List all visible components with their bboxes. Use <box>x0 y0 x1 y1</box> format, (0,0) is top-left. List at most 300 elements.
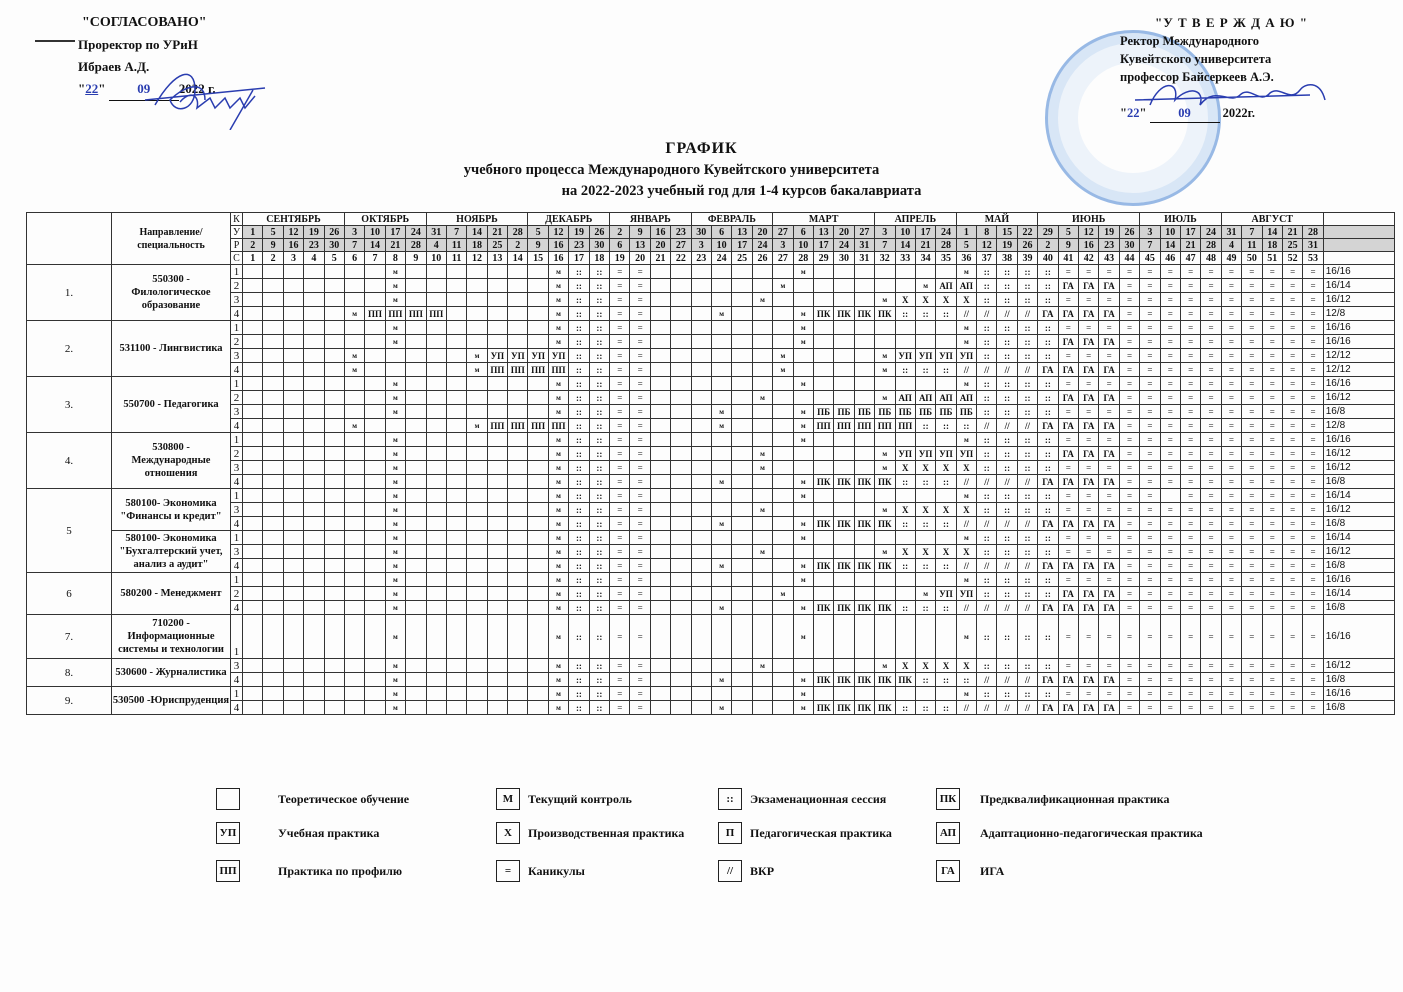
week-cell <box>365 475 385 489</box>
week-cell: ГА <box>1058 673 1078 687</box>
week-cell: = <box>1221 475 1241 489</box>
week-cell <box>344 405 364 419</box>
legend-label: Текущий контроль <box>528 791 632 806</box>
week-header-cell: 16 <box>548 239 568 252</box>
week-cell <box>915 531 935 545</box>
week-cell: ПК <box>813 673 833 687</box>
week-cell <box>528 701 548 715</box>
week-cell <box>895 531 915 545</box>
week-cell: = <box>1058 687 1078 701</box>
week-cell: ГА <box>1079 335 1099 349</box>
course-number: 1 <box>231 265 243 279</box>
week-cell <box>243 307 263 321</box>
table-row <box>27 489 1395 503</box>
week-cell: м <box>548 321 568 335</box>
legend-label: Экзаменационная сессия <box>750 791 887 806</box>
week-cell <box>283 687 303 701</box>
week-cell: = <box>1262 447 1282 461</box>
week-cell: = <box>630 587 650 601</box>
week-cell <box>365 293 385 307</box>
week-cell: м <box>875 659 895 673</box>
week-cell <box>650 545 670 559</box>
week-cell <box>773 321 793 335</box>
week-cell: = <box>1079 615 1099 659</box>
week-cell: м <box>385 615 405 659</box>
week-header-cell: 26 <box>1017 239 1037 252</box>
week-cell: :: <box>1017 687 1037 701</box>
week-cell <box>773 615 793 659</box>
approval-left-title: "СОГЛАСОВАНО" <box>82 15 207 30</box>
week-cell: = <box>1160 293 1180 307</box>
week-cell <box>304 559 324 573</box>
week-cell: ПП <box>813 419 833 433</box>
week-cell <box>508 489 528 503</box>
week-cell: м <box>773 279 793 293</box>
week-cell <box>243 489 263 503</box>
week-cell: = <box>1221 701 1241 715</box>
approval-left-day: 22 <box>85 81 99 96</box>
week-cell <box>773 293 793 307</box>
week-cell: = <box>1099 545 1119 559</box>
approval-right-day: 22 <box>1126 106 1140 120</box>
table-row <box>27 701 1395 715</box>
week-cell <box>691 461 711 475</box>
week-cell <box>365 433 385 447</box>
legend-item <box>936 860 1004 882</box>
week-cell: = <box>1201 687 1221 701</box>
week-cell <box>528 503 548 517</box>
week-cell <box>406 377 426 391</box>
week-header-cell: 4 <box>304 252 324 265</box>
week-cell: = <box>1099 531 1119 545</box>
week-cell <box>283 615 303 659</box>
week-cell <box>773 307 793 321</box>
week-cell: = <box>1119 349 1139 363</box>
week-cell: = <box>1282 559 1302 573</box>
week-cell: = <box>1079 265 1099 279</box>
week-cell <box>467 265 487 279</box>
week-cell: Х <box>956 293 976 307</box>
week-cell <box>508 503 528 517</box>
week-cell <box>793 349 813 363</box>
week-cell <box>426 587 446 601</box>
month-header: ОКТЯБРЬ <box>344 213 426 226</box>
week-cell: = <box>1180 503 1200 517</box>
week-cell <box>671 321 691 335</box>
week-cell: :: <box>1038 433 1058 447</box>
week-header-cell: 1 <box>956 226 976 239</box>
week-cell: = <box>1079 461 1099 475</box>
week-cell: :: <box>1017 573 1037 587</box>
week-cell: = <box>630 531 650 545</box>
week-cell <box>446 517 466 531</box>
week-cell: = <box>1119 573 1139 587</box>
week-cell: = <box>1262 377 1282 391</box>
week-cell: ПК <box>875 307 895 321</box>
week-cell: ГА <box>1058 279 1078 293</box>
week-cell: :: <box>569 363 589 377</box>
week-header-cell: 5 <box>263 226 283 239</box>
week-cell: = <box>1119 489 1139 503</box>
week-cell: :: <box>589 307 609 321</box>
week-cell: = <box>1221 307 1241 321</box>
week-cell: = <box>1140 433 1160 447</box>
week-cell: ПП <box>487 419 507 433</box>
week-cell <box>773 447 793 461</box>
week-cell: :: <box>1038 377 1058 391</box>
week-cell: = <box>610 673 630 687</box>
week-cell: :: <box>569 447 589 461</box>
week-cell <box>487 601 507 615</box>
week-cell <box>304 293 324 307</box>
table-row <box>27 265 1395 279</box>
week-cell: = <box>630 701 650 715</box>
week-cell: = <box>1303 335 1323 349</box>
course-total: 16/8 <box>1323 701 1394 715</box>
week-cell: // <box>977 559 997 573</box>
week-cell <box>344 601 364 615</box>
week-cell <box>263 433 283 447</box>
week-cell: = <box>1303 615 1323 659</box>
week-cell: :: <box>936 559 956 573</box>
week-cell <box>752 517 772 531</box>
week-cell <box>752 673 772 687</box>
week-cell: = <box>1160 531 1180 545</box>
week-header-cell: 9 <box>528 239 548 252</box>
week-cell <box>406 673 426 687</box>
week-cell: м <box>793 475 813 489</box>
week-cell: = <box>1201 363 1221 377</box>
week-cell <box>650 419 670 433</box>
week-cell <box>895 321 915 335</box>
week-cell <box>834 447 854 461</box>
week-cell <box>406 615 426 659</box>
week-header-cell: 26 <box>752 252 772 265</box>
week-header-cell: 16 <box>548 252 568 265</box>
week-cell <box>344 293 364 307</box>
week-cell: // <box>1017 307 1037 321</box>
week-cell: :: <box>936 363 956 377</box>
week-cell: :: <box>589 349 609 363</box>
week-cell: :: <box>895 475 915 489</box>
week-cell: = <box>1201 293 1221 307</box>
week-cell <box>671 687 691 701</box>
week-cell <box>528 447 548 461</box>
schedule-table <box>26 212 1395 715</box>
week-cell <box>243 531 263 545</box>
week-cell <box>487 279 507 293</box>
week-cell <box>344 279 364 293</box>
week-cell: = <box>1221 335 1241 349</box>
week-cell: :: <box>589 335 609 349</box>
week-cell: Х <box>936 293 956 307</box>
week-cell <box>283 433 303 447</box>
week-header-cell: 35 <box>936 252 956 265</box>
course-total: 16/14 <box>1323 489 1394 503</box>
week-cell <box>732 615 752 659</box>
week-cell: м <box>773 587 793 601</box>
week-cell: = <box>1303 461 1323 475</box>
week-cell <box>834 349 854 363</box>
header-total-cell <box>1323 213 1394 226</box>
week-cell: = <box>1221 673 1241 687</box>
legend-symbol: Х <box>496 822 520 844</box>
week-cell: м <box>875 545 895 559</box>
week-cell <box>650 405 670 419</box>
week-cell: м <box>793 701 813 715</box>
week-cell: = <box>1201 475 1221 489</box>
week-cell <box>487 433 507 447</box>
week-cell <box>793 293 813 307</box>
week-cell <box>304 573 324 587</box>
week-cell: м <box>752 293 772 307</box>
week-cell <box>752 531 772 545</box>
legend-label: Производственная практика <box>528 825 685 840</box>
week-cell: :: <box>1038 687 1058 701</box>
week-cell: м <box>344 307 364 321</box>
course-total: 16/8 <box>1323 475 1394 489</box>
week-cell: = <box>1099 503 1119 517</box>
week-cell: = <box>1201 321 1221 335</box>
specialty-name: 580100- Экономика "Финансы и кредит" <box>112 489 231 531</box>
legend-symbol: // <box>718 860 742 882</box>
week-cell: :: <box>569 531 589 545</box>
week-cell <box>732 659 752 673</box>
week-cell <box>365 615 385 659</box>
week-cell <box>467 559 487 573</box>
week-header-cell: 11 <box>1242 239 1262 252</box>
week-cell <box>426 279 446 293</box>
week-cell: ПБ <box>895 405 915 419</box>
week-cell: = <box>1282 489 1302 503</box>
week-cell: = <box>1058 265 1078 279</box>
course-total: 12/12 <box>1323 349 1394 363</box>
week-cell <box>365 701 385 715</box>
week-cell <box>773 377 793 391</box>
week-cell <box>528 673 548 687</box>
legend-symbol: М <box>496 788 520 810</box>
week-cell <box>732 265 752 279</box>
table-row <box>27 405 1395 419</box>
week-cell: :: <box>956 419 976 433</box>
week-cell: ГА <box>1079 517 1099 531</box>
week-cell: :: <box>915 559 935 573</box>
week-cell: ГА <box>1079 447 1099 461</box>
week-cell <box>936 433 956 447</box>
week-cell: // <box>1017 701 1037 715</box>
header-row-months <box>27 213 1395 226</box>
week-cell: ПП <box>406 307 426 321</box>
week-cell: м <box>752 461 772 475</box>
week-cell: = <box>1058 545 1078 559</box>
week-cell: = <box>610 475 630 489</box>
week-cell: :: <box>977 461 997 475</box>
week-cell <box>467 279 487 293</box>
week-cell: = <box>1160 461 1180 475</box>
week-cell: = <box>1242 573 1262 587</box>
week-cell: Х <box>956 461 976 475</box>
week-cell <box>834 659 854 673</box>
week-cell <box>406 265 426 279</box>
week-cell: = <box>1242 659 1262 673</box>
week-cell: :: <box>997 349 1017 363</box>
week-cell: // <box>1017 363 1037 377</box>
week-cell <box>487 475 507 489</box>
week-cell <box>650 461 670 475</box>
week-cell <box>834 391 854 405</box>
legend-symbol: = <box>496 860 520 882</box>
week-cell: :: <box>589 363 609 377</box>
week-cell <box>304 489 324 503</box>
week-header-cell: 19 <box>997 239 1017 252</box>
week-cell <box>508 531 528 545</box>
table-row <box>27 433 1395 447</box>
week-cell <box>508 321 528 335</box>
week-header-cell: 12 <box>1079 226 1099 239</box>
week-cell <box>650 307 670 321</box>
week-cell: = <box>1140 447 1160 461</box>
week-cell: = <box>1099 405 1119 419</box>
week-cell: :: <box>1017 391 1037 405</box>
week-cell: = <box>630 265 650 279</box>
week-cell: = <box>1303 293 1323 307</box>
week-cell: = <box>1140 265 1160 279</box>
week-cell <box>691 673 711 687</box>
week-cell <box>283 701 303 715</box>
week-cell: = <box>1140 405 1160 419</box>
week-cell <box>263 419 283 433</box>
week-cell: = <box>630 615 650 659</box>
week-cell <box>732 461 752 475</box>
week-cell: ПК <box>834 601 854 615</box>
week-cell <box>528 433 548 447</box>
course-number: 2 <box>231 391 243 405</box>
week-cell <box>304 673 324 687</box>
week-header-cell: 21 <box>385 239 405 252</box>
week-cell: ПП <box>528 419 548 433</box>
week-cell <box>243 517 263 531</box>
week-cell <box>508 447 528 461</box>
week-cell: // <box>956 475 976 489</box>
week-header-cell: 5 <box>956 239 976 252</box>
week-cell <box>324 349 344 363</box>
week-cell: = <box>1303 377 1323 391</box>
week-cell <box>834 489 854 503</box>
week-cell: :: <box>977 531 997 545</box>
week-cell: м <box>385 673 405 687</box>
week-cell: :: <box>589 615 609 659</box>
course-total: 16/16 <box>1323 265 1394 279</box>
table-row <box>27 573 1395 587</box>
week-cell <box>508 293 528 307</box>
week-cell <box>854 615 874 659</box>
week-cell <box>671 475 691 489</box>
week-cell <box>711 349 731 363</box>
week-cell: :: <box>1017 321 1037 335</box>
week-cell <box>426 433 446 447</box>
week-cell <box>324 503 344 517</box>
week-cell: = <box>1180 293 1200 307</box>
week-cell <box>508 701 528 715</box>
week-cell <box>915 433 935 447</box>
week-cell: :: <box>997 461 1017 475</box>
week-cell <box>243 447 263 461</box>
week-cell: м <box>548 433 568 447</box>
specialty-name: 550700 - Педагогика <box>112 377 231 433</box>
week-cell: Х <box>956 545 976 559</box>
week-cell: :: <box>997 279 1017 293</box>
legend-label: ВКР <box>750 863 775 878</box>
week-cell <box>324 475 344 489</box>
week-cell: ПП <box>548 419 568 433</box>
legend-label: Теоретическое обучение <box>278 791 410 806</box>
week-header-cell: 21 <box>487 226 507 239</box>
week-cell: ГА <box>1099 419 1119 433</box>
week-cell: ПБ <box>875 405 895 419</box>
week-cell <box>324 447 344 461</box>
week-cell: = <box>1160 615 1180 659</box>
week-cell: = <box>1221 615 1241 659</box>
week-cell <box>446 601 466 615</box>
week-cell: ПП <box>834 419 854 433</box>
week-cell <box>671 545 691 559</box>
week-cell: УП <box>895 447 915 461</box>
week-cell <box>528 307 548 321</box>
week-cell: :: <box>569 517 589 531</box>
week-cell: = <box>1119 321 1139 335</box>
legend-symbol: УП <box>216 822 240 844</box>
week-cell: м <box>875 503 895 517</box>
week-cell: = <box>1282 601 1302 615</box>
week-cell: = <box>1119 701 1139 715</box>
week-cell <box>691 405 711 419</box>
legend-label: Адаптационно-педагогическая практика <box>980 825 1203 840</box>
week-cell: м <box>385 475 405 489</box>
week-cell: // <box>1017 475 1037 489</box>
group-number: 1. <box>27 265 112 321</box>
week-cell <box>243 349 263 363</box>
week-cell: ГА <box>1099 475 1119 489</box>
week-cell: = <box>630 517 650 531</box>
week-cell <box>854 503 874 517</box>
week-cell <box>304 335 324 349</box>
week-cell: // <box>997 307 1017 321</box>
week-cell <box>813 461 833 475</box>
week-header-cell: 9 <box>406 252 426 265</box>
week-cell: = <box>1160 503 1180 517</box>
week-cell: = <box>1058 349 1078 363</box>
week-cell <box>487 489 507 503</box>
week-cell <box>854 587 874 601</box>
week-cell: УП <box>528 349 548 363</box>
week-cell <box>467 447 487 461</box>
week-cell: // <box>1017 419 1037 433</box>
week-cell: Х <box>956 503 976 517</box>
week-header-cell: 10 <box>365 226 385 239</box>
course-number: 4 <box>231 475 243 489</box>
week-cell <box>650 673 670 687</box>
week-cell: :: <box>915 419 935 433</box>
course-total: 16/12 <box>1323 293 1394 307</box>
week-cell: // <box>977 419 997 433</box>
week-cell: = <box>1079 531 1099 545</box>
week-cell <box>773 573 793 587</box>
week-cell <box>773 659 793 673</box>
week-header-cell: 30 <box>589 239 609 252</box>
week-cell: :: <box>1017 265 1037 279</box>
week-cell: = <box>1058 293 1078 307</box>
week-cell: = <box>1201 265 1221 279</box>
